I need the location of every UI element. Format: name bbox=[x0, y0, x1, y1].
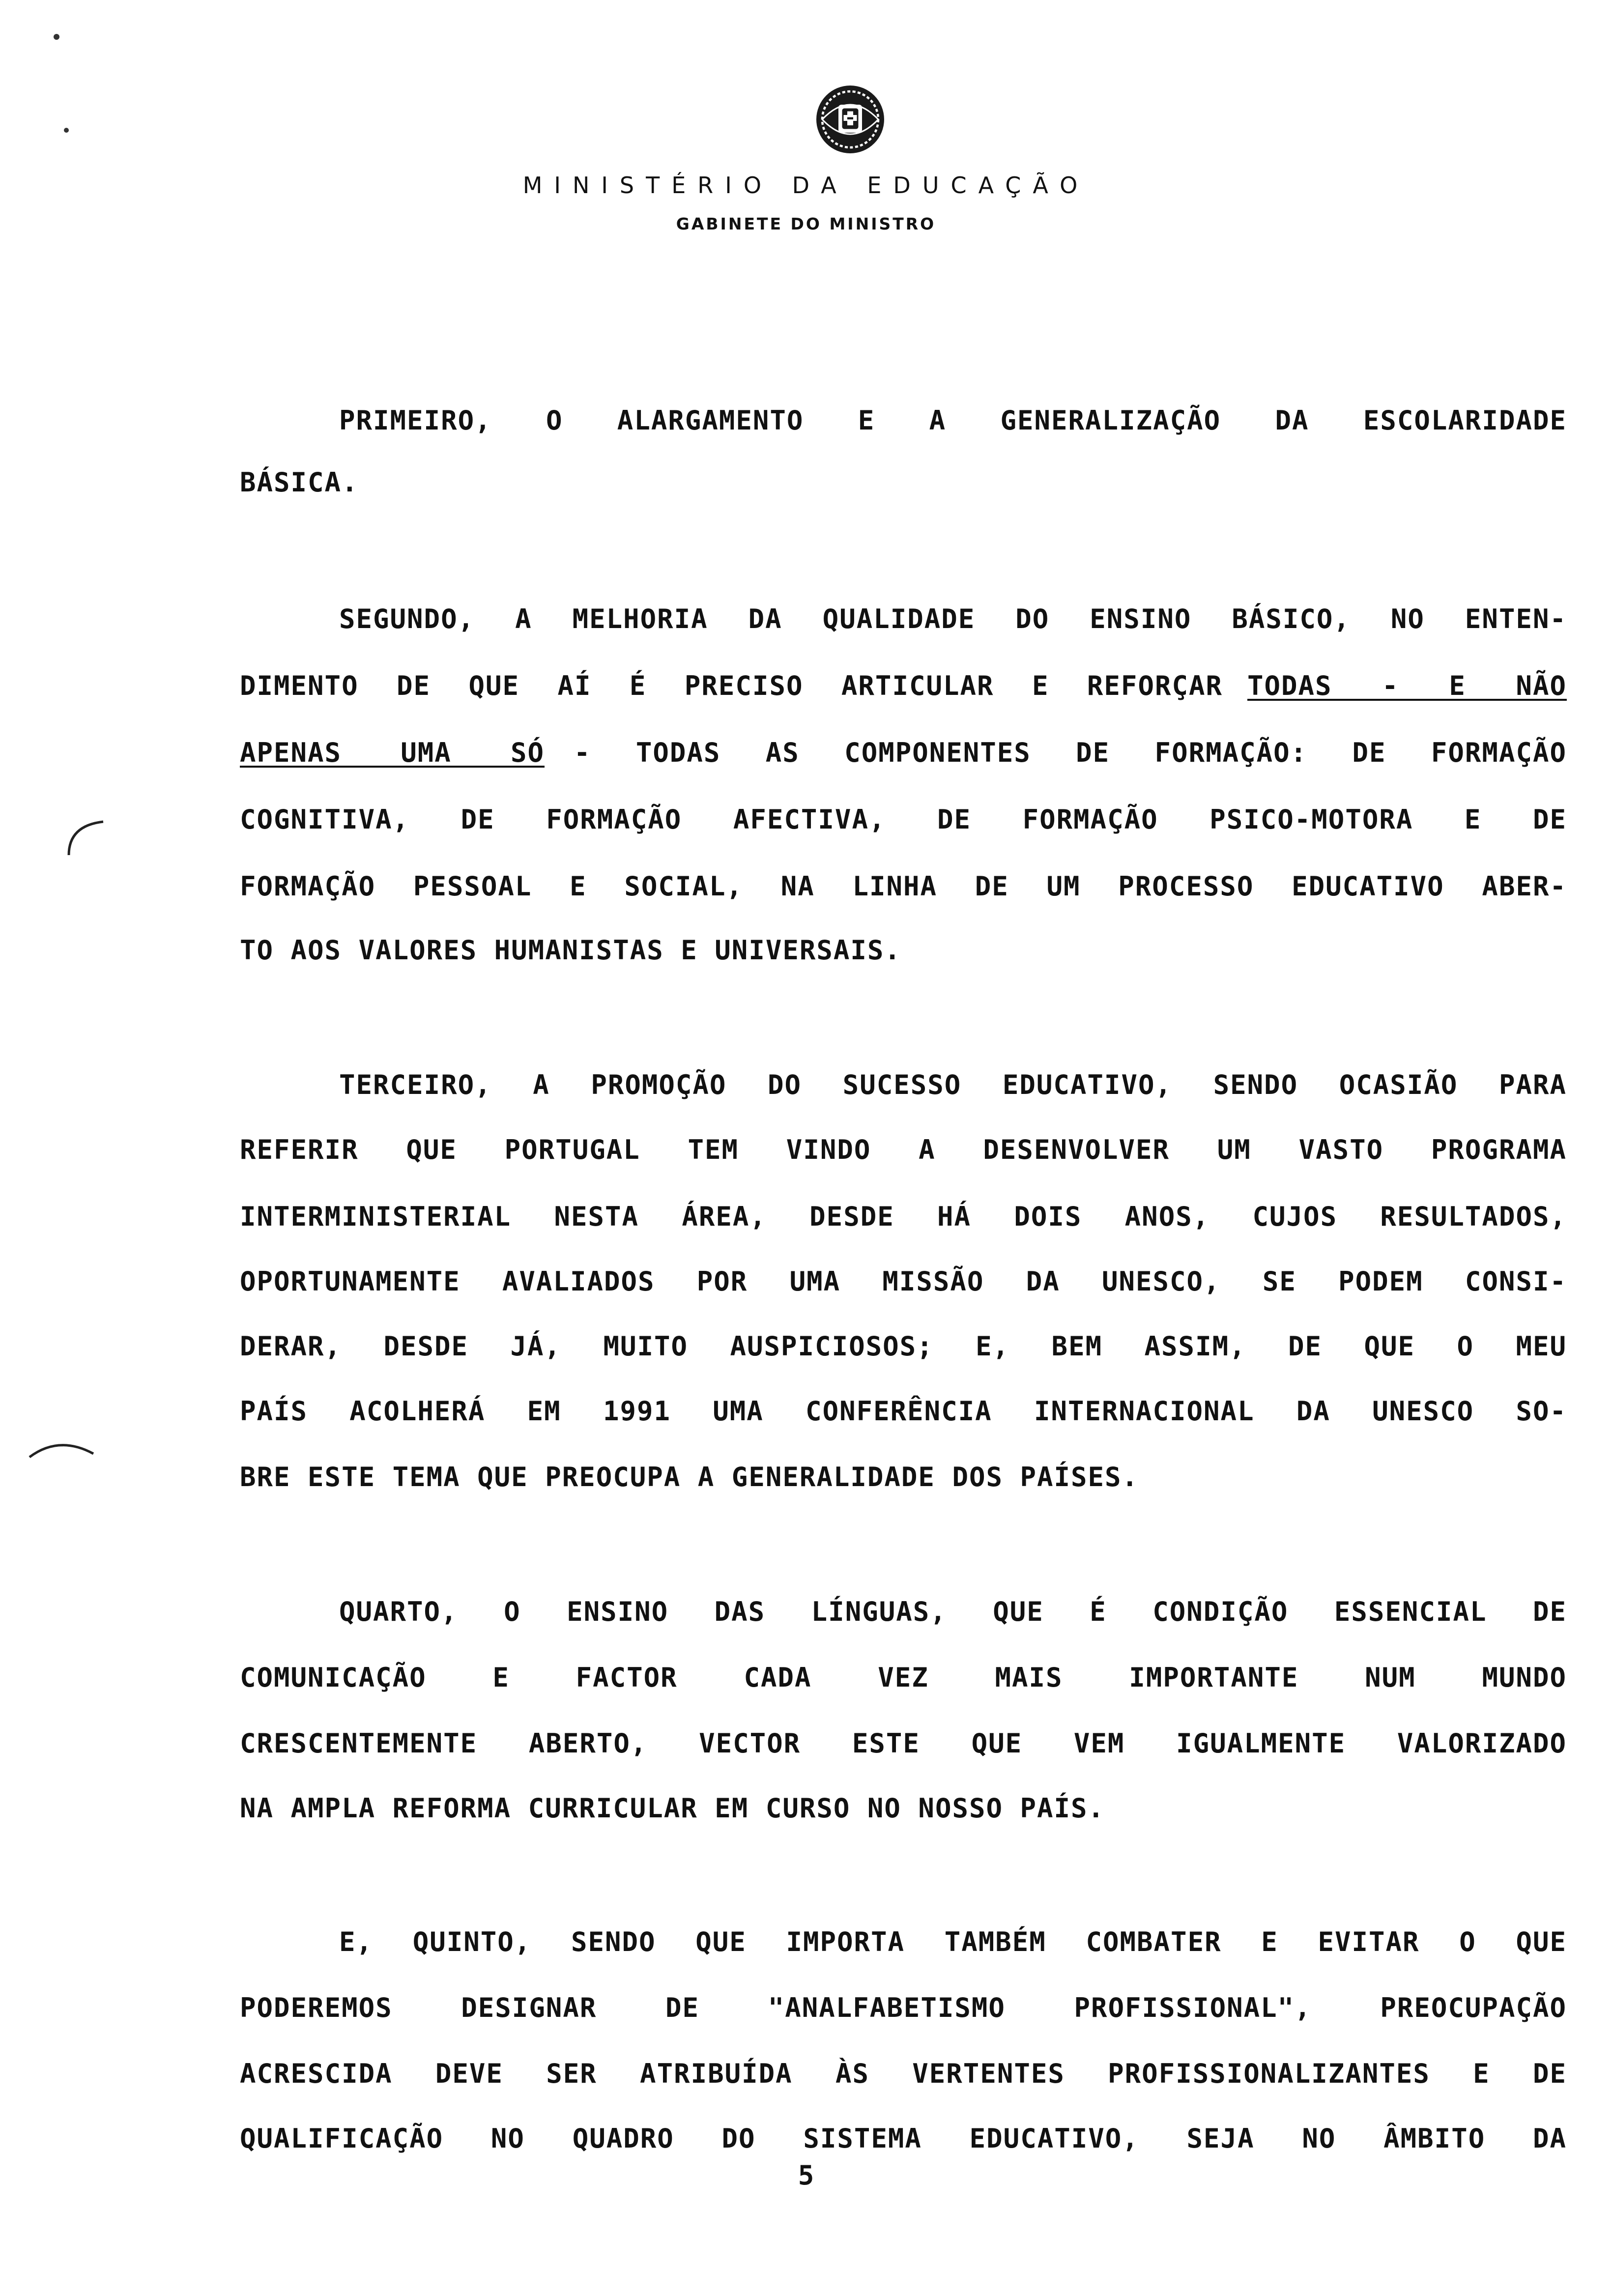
portugal-coat-of-arms-icon bbox=[813, 83, 887, 156]
text-line: PODEREMOS DESIGNAR DE "ANALFABETISMO PROFISSIONAL", PREOCUPAÇÃO bbox=[240, 1992, 1567, 2023]
text-line: BRE ESTE TEMA QUE PREOCUPA A GENERALIDADE DOS PAÍSES. bbox=[240, 1462, 1139, 1492]
page-number: 5 bbox=[798, 2160, 814, 2191]
scan-speck-icon bbox=[59, 123, 74, 138]
binding-hole-mark-icon bbox=[59, 811, 118, 870]
text-line: QUARTO, O ENSINO DAS LÍNGUAS, QUE É CONDIÇÃO ESSENCIAL DE bbox=[339, 1596, 1567, 1627]
text-line-composite bbox=[240, 733, 1567, 773]
text-line: ACRESCIDA DEVE SER ATRIBUÍDA ÀS VERTENTES PROFISSIONALIZANTES E DE bbox=[240, 2058, 1567, 2089]
text-segment: DIMENTO DE QUE AÍ É PRECISO ARTICULAR E REFORÇAR bbox=[240, 670, 1223, 701]
binding-hole-mark-icon bbox=[25, 1430, 103, 1479]
text-line: E, QUINTO, SENDO QUE IMPORTA TAMBÉM COMBATER E EVITAR O QUE bbox=[339, 1926, 1567, 1957]
text-line: INTERMINISTERIAL NESTA ÁREA, DESDE HÁ DOIS ANOS, CUJOS RESULTADOS, bbox=[240, 1201, 1567, 1232]
text-line: QUALIFICAÇÃO NO QUADRO DO SISTEMA EDUCATIVO, SEJA NO ÂMBITO DA bbox=[240, 2123, 1567, 2154]
text-line: REFERIR QUE PORTUGAL TEM VINDO A DESENVOLVER UM VASTO PROGRAMA bbox=[240, 1134, 1567, 1165]
text-line-composite bbox=[240, 666, 1567, 706]
text-line: NA AMPLA REFORMA CURRICULAR EM CURSO NO NOSSO PAÍS. bbox=[240, 1793, 1105, 1824]
text-line: COMUNICAÇÃO E FACTOR CADA VEZ MAIS IMPORTANTE NUM MUNDO bbox=[240, 1662, 1567, 1693]
text-line: COGNITIVA, DE FORMAÇÃO AFECTIVA, DE FORMAÇÃO PSICO-MOTORA E DE bbox=[240, 804, 1567, 835]
text-segment: - TODAS AS COMPONENTES DE FORMAÇÃO: DE FORMAÇÃO bbox=[574, 737, 1567, 768]
text-line: PAÍS ACOLHERÁ EM 1991 UMA CONFERÊNCIA INTERNACIONAL DA UNESCO SO- bbox=[240, 1396, 1567, 1427]
text-line: OPORTUNAMENTE AVALIADOS POR UMA MISSÃO DA UNESCO, SE PODEM CONSI- bbox=[240, 1266, 1567, 1297]
underlined-emphasis: APENAS UMA SÓ bbox=[240, 737, 545, 768]
cabinet-subtitle: GABINETE DO MINISTRO bbox=[676, 214, 936, 233]
text-line: FORMAÇÃO PESSOAL E SOCIAL, NA LINHA DE UM PROCESSO EDUCATIVO ABER- bbox=[240, 871, 1567, 902]
ministry-title: MINISTÉRIO DA EDUCAÇÃO bbox=[522, 172, 1090, 199]
scan-speck-icon bbox=[49, 29, 64, 44]
text-line: PRIMEIRO, O ALARGAMENTO E A GENERALIZAÇÃO DA ESCOLARIDADE bbox=[339, 405, 1567, 436]
text-line: DERAR, DESDE JÁ, MUITO AUSPICIOSOS; E, BEM ASSIM, DE QUE O MEU bbox=[240, 1331, 1567, 1362]
underlined-emphasis: TODAS - E NÃO bbox=[1247, 670, 1567, 701]
text-line: BÁSICA. bbox=[240, 467, 359, 498]
text-line: SEGUNDO, A MELHORIA DA QUALIDADE DO ENSINO BÁSICO, NO ENTEN- bbox=[339, 603, 1567, 634]
text-line: TO AOS VALORES HUMANISTAS E UNIVERSAIS. bbox=[240, 935, 901, 966]
text-line: CRESCENTEMENTE ABERTO, VECTOR ESTE QUE VEM IGUALMENTE VALORIZADO bbox=[240, 1728, 1567, 1759]
text-line: TERCEIRO, A PROMOÇÃO DO SUCESSO EDUCATIVO, SENDO OCASIÃO PARA bbox=[339, 1069, 1567, 1100]
